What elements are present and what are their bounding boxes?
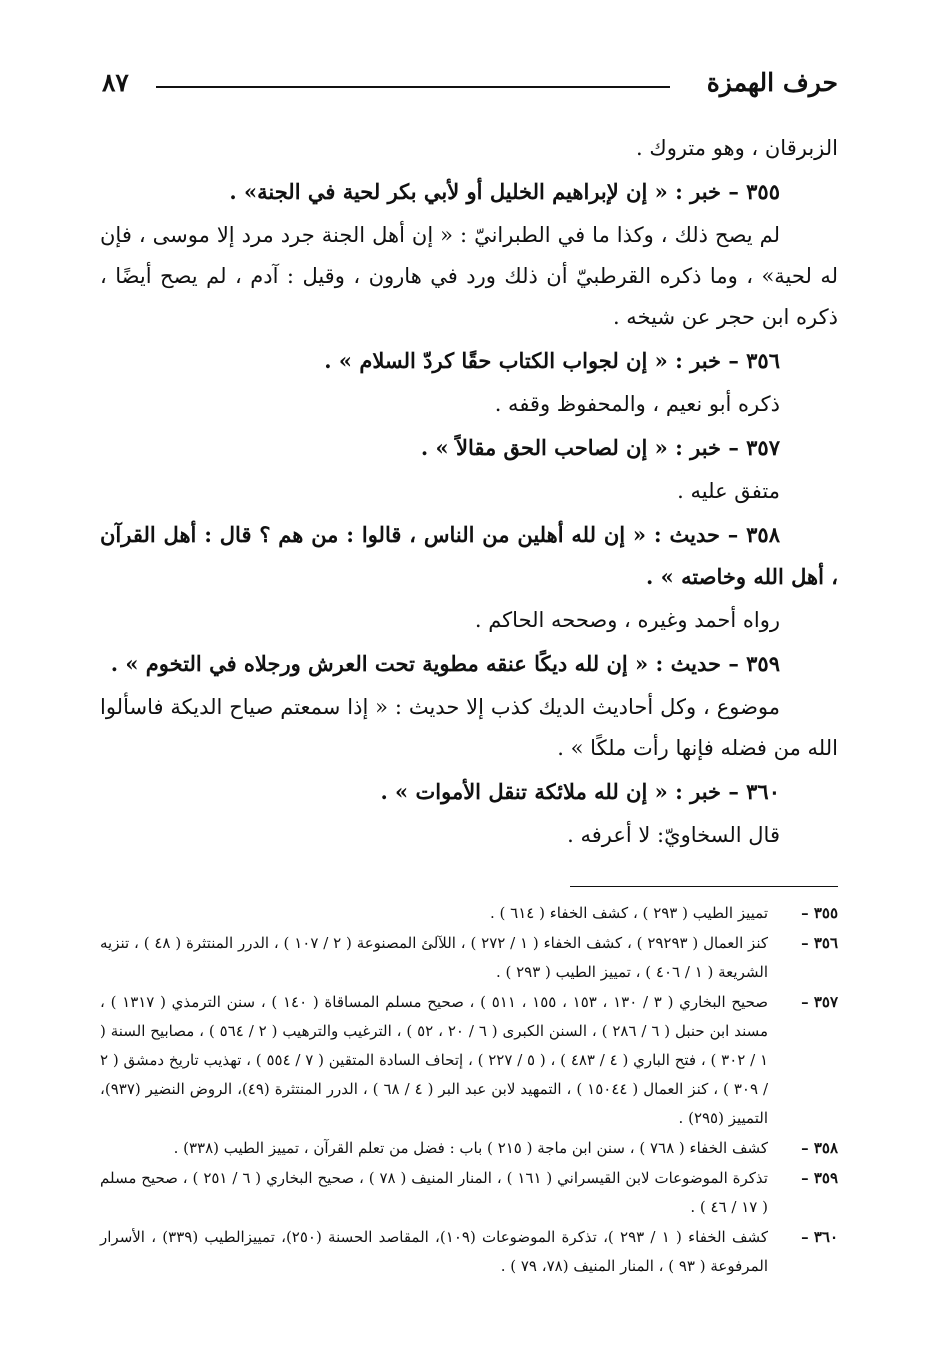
entry-358 [100, 514, 838, 598]
paragraph-text: الزبرقان ، وهو متروك . [636, 136, 838, 160]
entry-text: « إن لجواب الكتاب حقًا كردّ السلام » . [324, 348, 676, 373]
paragraph-text: رواه أحمد وغيره ، وصححه الحاكم . [474, 608, 780, 632]
paragraph-text: موضوع ، وكل أحاديث الديك كذب إلا حديث : « إذا سمعتم صياح الديكة فاسألوا الله من فضله فإنها رأت ملكًا » . [100, 695, 838, 760]
paragraph-text: لم يصح ذلك ، وكذا ما في الطبرانيّ : « إن أهل الجنة جرد مرد إلا موسى ، فإن له لحية» ، وما ذكره القرطبيّ أن ذلك ورد في هارون ، وقيل : آدم ، لم يصح أيضًا ، ذكره ابن حجر عن شيخه . [100, 223, 838, 329]
comment-paragraph [100, 215, 838, 338]
footnote-text: تمييز الطيب ( ٢٩٣ ) ، كشف الخفاء ( ٦١٤ ) . [490, 904, 768, 922]
entry-heading: ٣٥٨ – حديث : [653, 522, 780, 547]
footnote-number: ٣٥٩ – [801, 1169, 838, 1187]
footnote-360 [100, 1223, 838, 1281]
entry-357 [100, 427, 838, 469]
entry-text: « إن لله ملائكة تنقل الأموات » . [380, 779, 676, 804]
footnote-text: كنز العمال ( ٢٩٢٩٣ ) ، كشف الخفاء ( ١ / ٢٧٢ ) ، اللآلئ المصنوعة ( ٢ / ١٠٧ ) ، الدرر المنتثرة ( ٤٨ ) ، تنزيه الشريعة ( ١ / ٤٠٦ ) ، تمييز الطيب ( ٢٩٣ ) . [100, 934, 769, 981]
footnote-text: كشف الخفاء ( ١ / ٢٩٣ )، تذكرة الموضوعات (١٠٩)، المقاصد الحسنة (٢٥٠)، تمييزالطيب (٣٣٩) ، الأسرار المرفوعة ( ٩٣ ) ، المنار المنيف (٧٨، ٧٩ ) . [100, 1228, 768, 1275]
entry-text: « إن لله ديكًا عنقه مطوية تحت العرش ورجلاه في التخوم » . [110, 651, 656, 676]
footnote-number: ٣٥٧ – [801, 993, 838, 1011]
footnote-number: ٣٥٥ – [801, 904, 838, 922]
paragraph-text: قال السخاويّ: لا أعرفه . [567, 823, 780, 847]
entry-heading: ٣٥٥ – خبر : [675, 179, 780, 204]
entry-355 [100, 171, 838, 213]
entry-text: « إن لصاحب الحق مقالاً » . [420, 435, 676, 460]
footnote-text: كشف الخفاء ( ٧٦٨ ) ، سنن ابن ماجة ( ٢١٥ ) باب : فضل من تعلم القرآن ، تمييز الطيب (٣٣٨) . [173, 1139, 768, 1157]
running-header [100, 62, 838, 108]
comment-paragraph [100, 815, 838, 856]
comment-paragraph [100, 471, 838, 512]
entry-heading: ٣٥٩ – حديث : [655, 651, 780, 676]
entry-heading: ٣٥٦ – خبر : [675, 348, 780, 373]
entry-text: « إن لله أهلين من الناس ، قالوا : من هم ؟ قال : أهل القرآن ، أهل الله وخاصته » . [100, 522, 838, 589]
footnote-358 [100, 1134, 838, 1163]
footnote-text: تذكرة الموضوعات لابن القيسراني ( ١٦١ ) ، المنار المنيف ( ٧٨ ) ، صحيح البخاري ( ٦ / ٢٥١ ) ، صحيح مسلم ( ١٧ / ٤٦ ) . [100, 1169, 768, 1216]
entry-359 [100, 643, 838, 685]
paragraph-text: متفق عليه . [677, 479, 780, 503]
header-rule [156, 86, 670, 88]
chapter-title: حرف الهمزة [706, 68, 838, 97]
continuation-paragraph [100, 128, 838, 169]
footnote-number: ٣٦٠ – [801, 1228, 838, 1246]
comment-paragraph [100, 384, 838, 425]
page-number: ٨٧ [102, 68, 129, 97]
footnote-text: صحيح البخاري ( ٣ / ١٣٠ ، ١٥٣ ، ١٥٥ ، ٥١١ ) ، صحيح مسلم المساقاة ( ١٤٠ ) ، سنن الترمذي ( ١٣١٧ ) ، مسند ابن حنبل ( ٦ / ٢٨٦ ) ، السنن الكبرى ( ٦ / ٢٠ ، ٥٢ ) ، الترغيب والترهيب ( ٢ / ٥٦٤ ) ، مصابيح السنة ( ١ / ٣٠٢ ) ، فتح الباري ( ٤ / ٤٨٣ ) ، ( ٥ / ٢٢٧ ) ، إتحاف السادة المتقين ( ٧ / ٥٥٤ ) ، تهذيب تاريخ دمشق ( ٢ / ٣٠٩ ) ، كنز العمال ( ١٥٠٤٤ ) ، التمهيد لابن عبد البر ( ٤ / ٦٨ ) ، الدرر المنتثرة (٤٩)، الروض النضير (٩٣٧)، التمييز (٢٩٥) . [100, 993, 769, 1127]
footnote-356 [100, 929, 838, 987]
book-page [100, 62, 838, 1302]
footnote-357 [100, 988, 838, 1133]
footnote-359 [100, 1164, 838, 1222]
entry-heading: ٣٦٠ – خبر : [675, 779, 780, 804]
footnote-number: ٣٥٦ – [801, 934, 838, 952]
entry-356 [100, 340, 838, 382]
entry-text: « إن لإبراهيم الخليل أو لأبي بكر لحية في الجنة» . [229, 179, 676, 204]
footnote-355 [100, 899, 838, 928]
comment-paragraph [100, 600, 838, 641]
entry-heading: ٣٥٧ – خبر : [675, 435, 780, 460]
main-text [100, 128, 838, 856]
entry-360 [100, 771, 838, 813]
footnote-number: ٣٥٨ – [801, 1139, 838, 1157]
footnotes [100, 899, 838, 1281]
footnote-rule [570, 886, 838, 887]
comment-paragraph [100, 687, 838, 769]
paragraph-text: ذكره أبو نعيم ، والمحفوظ وقفه . [494, 392, 780, 416]
